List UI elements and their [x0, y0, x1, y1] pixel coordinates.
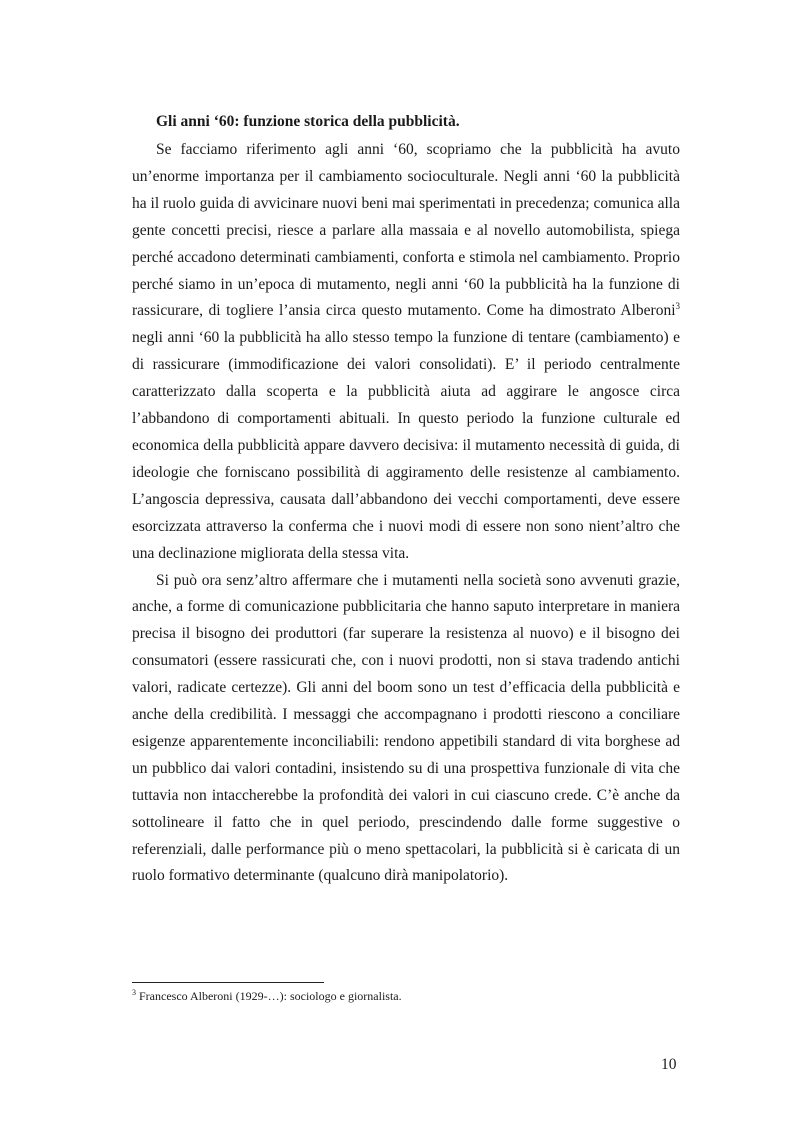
- paragraph-2: Si può ora senz’altro affermare che i mutamenti nella società sono avvenuti grazie, anche, a forme di comunicazione pubblicitaria che hanno saputo interpretare in maniera precisa il bisogno dei produttori (far superare la resistenza al nuovo) e il bisogno dei consumatori (essere rassicurati che, con i nuovi prodotti, non si stava tradendo antichi valori, radicate certezze). Gli anni del boom sono un test d’efficacia della pubblicità e anche della credibilità. I messaggi che accompagnano i prodotti riescono a conciliare esigenze apparentemente inconciliabili: rendono appetibili standard di vita borghese ad un pubblico dai valori contadini, insistendo su di una prospettiva funzionale di vita che tuttavia non intaccherebbe la profondità dei valori in cui ciascuno crede. C’è anche da sottolineare il fatto che in quel periodo, prescindendo dalle forme suggestive o referenziali, dalle performance più o meno spettacolari, la pubblicità si è caricata di un ruolo formativo determinante (qualcuno dirà manipolatorio).: [132, 571, 680, 885]
- footnote-text: Francesco Alberoni (1929-…): sociologo e giornalista.: [139, 989, 402, 1003]
- paragraph-1-text-after-note: negli anni ‘60 la pubblicità ha allo stesso tempo la funzione di tentare (cambiamento) e di rassicurare (immodificazione dei valori consolidati). E’ il periodo centralmente caratterizzato dalla scoperta e la pubblicità aiuta ad aggirare le angosce circa l’abbandono di comportamenti abituali. In questo periodo la funzione culturale ed economica della pubblicità appare davvero decisiva: il mutamento necessità di guida, di ideologie che forniscano possibilità di aggiramento delle resistenze al cambiamento. L’angoscia depressiva, causata dall’abbandono dei vecchi comportamenti, deve essere esorcizzata attraverso la conferma che i nuovi modi di essere non sono nient’altro che una declinazione migliorata della stessa vita.: [132, 329, 680, 562]
- section-heading: Gli anni ‘60: funzione storica della pubblicità.: [156, 113, 460, 130]
- footnote-separator: [132, 982, 324, 983]
- footnote: [132, 989, 402, 1004]
- paragraph-1: [132, 137, 680, 568]
- page-number: 10: [661, 1056, 677, 1073]
- body-text: [132, 137, 680, 890]
- paragraph-1-text-before-note: Se facciamo riferimento agli anni ‘60, scopriamo che la pubblicità ha avuto un’enorme importanza per il cambiamento socioculturale. Negli anni ‘60 la pubblicità ha il ruolo guida di avvicinare nuovi beni mai sperimentati in precedenza; comunica alla gente concetti precisi, riesce a parlare alla massaia e al novello automobilista, spiega perché accadono determinati cambiamenti, conforta e stimola nel cambiamento. Proprio perché siamo in un’epoca di mutamento, negli anni ‘60 la pubblicità ha la funzione di rassicurare, di togliere l’ansia circa questo mutamento. Come ha dimostrato Alberoni: [132, 141, 680, 320]
- footnote-reference[interactable]: 3: [675, 301, 680, 312]
- footnote-number: 3: [132, 988, 136, 997]
